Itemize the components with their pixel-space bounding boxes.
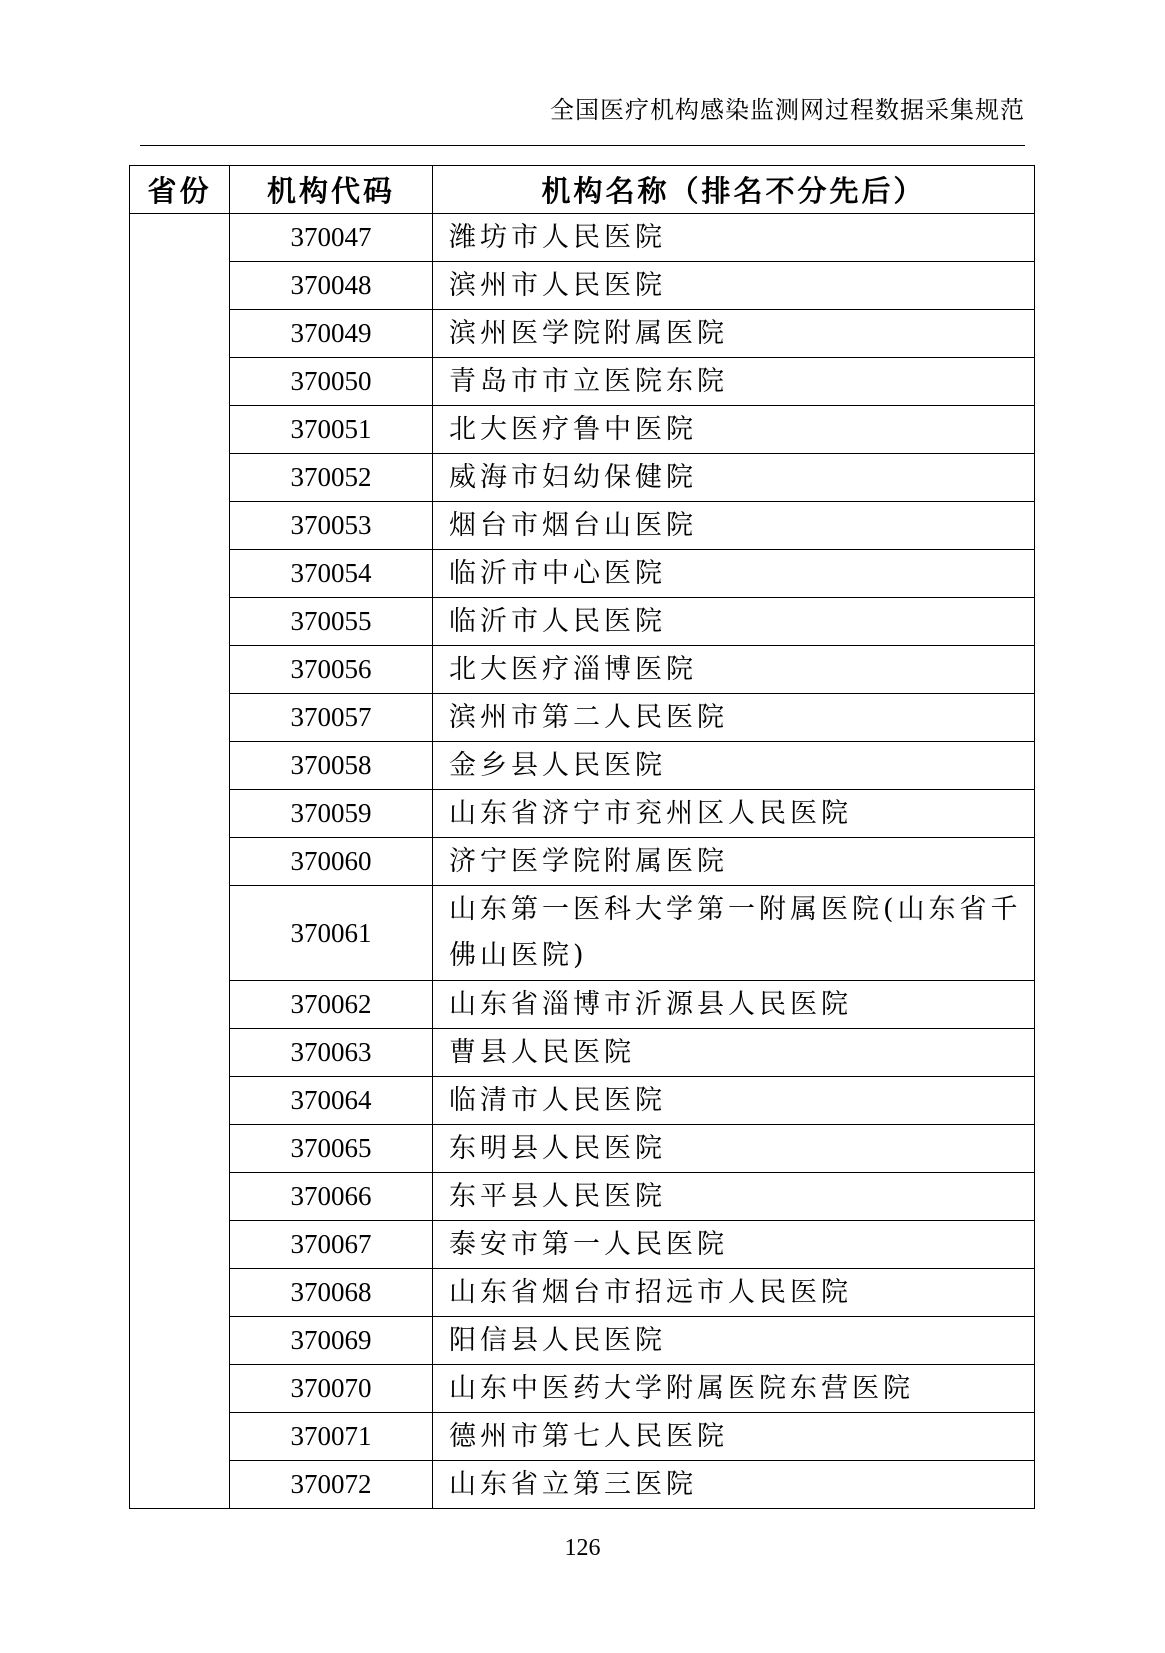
table-row <box>130 1029 1035 1077</box>
institution-name-cell: 德州市第七人民医院 <box>433 1413 1035 1461</box>
institution-name-cell: 山东省立第三医院 <box>433 1461 1035 1509</box>
institution-code-cell: 370069 <box>230 1317 433 1365</box>
institution-code-cell: 370051 <box>230 406 433 454</box>
table-row <box>130 1077 1035 1125</box>
institution-code-cell: 370062 <box>230 981 433 1029</box>
table-row <box>130 1125 1035 1173</box>
institution-code-cell: 370070 <box>230 1365 433 1413</box>
institution-code-cell: 370065 <box>230 1125 433 1173</box>
institution-name-cell: 山东中医药大学附属医院东营医院 <box>433 1365 1035 1413</box>
table-row <box>130 358 1035 406</box>
table-row <box>130 886 1035 981</box>
institution-code-cell: 370068 <box>230 1269 433 1317</box>
table-row <box>130 502 1035 550</box>
table-row <box>130 1173 1035 1221</box>
institution-name-cell: 潍坊市人民医院 <box>433 214 1035 262</box>
institution-name-cell: 青岛市市立医院东院 <box>433 358 1035 406</box>
institution-code-cell: 370067 <box>230 1221 433 1269</box>
institution-name-cell: 临沂市人民医院 <box>433 598 1035 646</box>
institution-code-cell: 370066 <box>230 1173 433 1221</box>
institution-code-cell: 370057 <box>230 694 433 742</box>
institution-table-container <box>129 165 1034 1509</box>
institution-code-cell: 370055 <box>230 598 433 646</box>
province-cell <box>130 214 230 1509</box>
institution-name-cell: 山东省济宁市兖州区人民医院 <box>433 790 1035 838</box>
table-row <box>130 406 1035 454</box>
institution-code-cell: 370058 <box>230 742 433 790</box>
institution-name-cell: 东平县人民医院 <box>433 1173 1035 1221</box>
table-row <box>130 214 1035 262</box>
institution-code-cell: 370050 <box>230 358 433 406</box>
table-header-row <box>130 166 1035 214</box>
column-header-province: 省份 <box>130 166 230 214</box>
column-header-code: 机构代码 <box>230 166 433 214</box>
institution-name-cell: 威海市妇幼保健院 <box>433 454 1035 502</box>
header-rule <box>140 145 1025 146</box>
institution-name-cell: 滨州市第二人民医院 <box>433 694 1035 742</box>
table-row <box>130 790 1035 838</box>
institution-name-cell: 山东省烟台市招远市人民医院 <box>433 1269 1035 1317</box>
table-row <box>130 598 1035 646</box>
institution-code-cell: 370054 <box>230 550 433 598</box>
table-row <box>130 262 1035 310</box>
institution-name-cell: 济宁医学院附属医院 <box>433 838 1035 886</box>
table-row <box>130 1221 1035 1269</box>
institution-name-cell: 山东第一医科大学第一附属医院(山东省千佛山医院) <box>433 886 1035 981</box>
table-row <box>130 550 1035 598</box>
institution-code-cell: 370060 <box>230 838 433 886</box>
table-body <box>130 214 1035 1509</box>
page-header-title: 全国医疗机构感染监测网过程数据采集规范 <box>550 96 1025 124</box>
institution-name-cell: 曹县人民医院 <box>433 1029 1035 1077</box>
table-row <box>130 1269 1035 1317</box>
institution-table <box>129 165 1035 1509</box>
table-row <box>130 838 1035 886</box>
table-row <box>130 694 1035 742</box>
institution-name-cell: 滨州医学院附属医院 <box>433 310 1035 358</box>
table-row <box>130 1365 1035 1413</box>
table-row <box>130 1461 1035 1509</box>
column-header-name: 机构名称（排名不分先后） <box>433 166 1035 214</box>
table-row <box>130 454 1035 502</box>
institution-name-cell: 烟台市烟台山医院 <box>433 502 1035 550</box>
institution-name-cell: 临沂市中心医院 <box>433 550 1035 598</box>
institution-code-cell: 370053 <box>230 502 433 550</box>
institution-name-cell: 山东省淄博市沂源县人民医院 <box>433 981 1035 1029</box>
institution-code-cell: 370047 <box>230 214 433 262</box>
table-row <box>130 1317 1035 1365</box>
table-row <box>130 1413 1035 1461</box>
institution-code-cell: 370048 <box>230 262 433 310</box>
institution-code-cell: 370061 <box>230 886 433 981</box>
institution-name-cell: 阳信县人民医院 <box>433 1317 1035 1365</box>
table-row <box>130 310 1035 358</box>
institution-code-cell: 370064 <box>230 1077 433 1125</box>
table-row <box>130 646 1035 694</box>
institution-name-cell: 北大医疗淄博医院 <box>433 646 1035 694</box>
institution-code-cell: 370056 <box>230 646 433 694</box>
institution-code-cell: 370059 <box>230 790 433 838</box>
institution-code-cell: 370063 <box>230 1029 433 1077</box>
institution-code-cell: 370049 <box>230 310 433 358</box>
institution-name-cell: 临清市人民医院 <box>433 1077 1035 1125</box>
institution-name-cell: 东明县人民医院 <box>433 1125 1035 1173</box>
institution-code-cell: 370072 <box>230 1461 433 1509</box>
institution-code-cell: 370052 <box>230 454 433 502</box>
table-row <box>130 981 1035 1029</box>
institution-name-cell: 北大医疗鲁中医院 <box>433 406 1035 454</box>
institution-name-cell: 泰安市第一人民医院 <box>433 1221 1035 1269</box>
institution-code-cell: 370071 <box>230 1413 433 1461</box>
page-number: 126 <box>564 1535 601 1561</box>
table-row <box>130 742 1035 790</box>
institution-name-cell: 金乡县人民医院 <box>433 742 1035 790</box>
institution-name-cell: 滨州市人民医院 <box>433 262 1035 310</box>
